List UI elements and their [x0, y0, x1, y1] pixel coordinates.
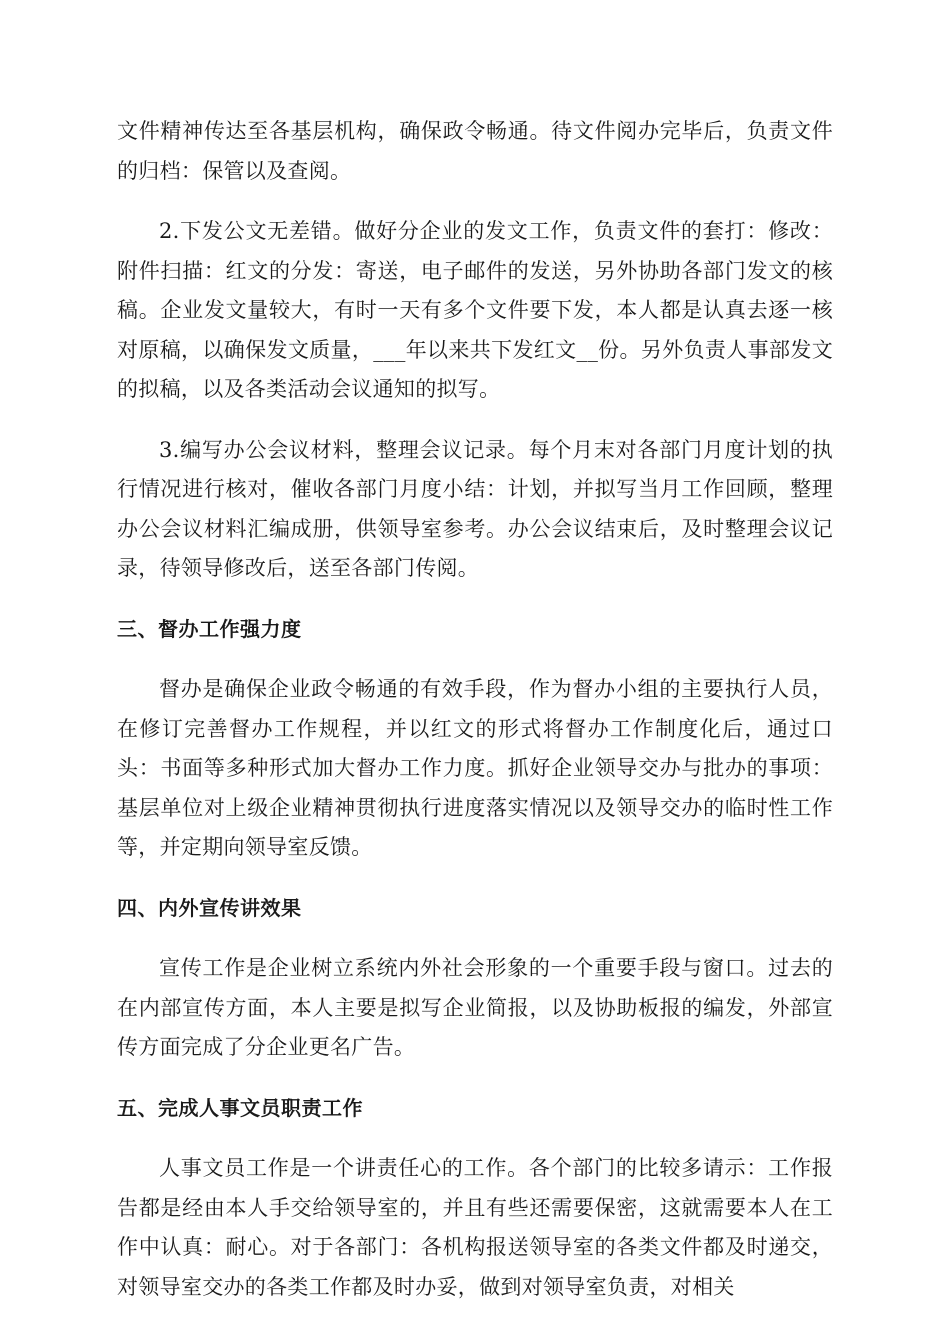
- document-body: [117, 112, 833, 1328]
- paragraph-hr-clerk: 人事文员工作是一个讲责任心的工作。各个部门的比较多请示：工作报告都是经由本人手交给领导室的，并且有些还需要保密，这就需要本人在工作中认真：耐心。对于各部门：各机构报送领导室的各类文件都及时递交，对领导室交办的各类工作都及时办妥，做到对领导室负责，对相关: [117, 1156, 833, 1299]
- section-heading-supervision: 三、督办工作强力度: [117, 616, 302, 641]
- paragraph-file-circulation: 文件精神传达至各基层机构，确保政令畅通。待文件阅办完毕后，负责文件的归档：保管以及查阅。: [117, 119, 833, 183]
- paragraph-publicity: 宣传工作是企业树立系统内外社会形象的一个重要手段与窗口。过去的在内部宣传方面，本人主要是拟写企业简报，以及协助板报的编发，外部宣传方面完成了分企业更名广告。: [117, 956, 833, 1059]
- paragraph-supervision: 督办是确保企业政令畅通的有效手段，作为督办小组的主要执行人员，在修订完善督办工作规程，并以红文的形式将督办工作制度化后，通过口头：书面等多种形式加大督办工作力度。抓好企业领导交办与批办的事项：基层单位对上级企业精神贯彻执行进度落实情况以及领导交办的临时性工作等，并定期向领导室反馈。: [117, 677, 833, 859]
- section-heading-hr-clerk: 五、完成人事文员职责工作: [117, 1095, 363, 1120]
- paragraph-document-issuance: 2.下发公文无差错。做好分企业的发文工作，负责文件的套打：修改：附件扫描：红文的分发：寄送，电子邮件的发送，另外协助各部门发文的核稿。企业发文量较大，有时一天有多个文件要下发，本人都是认真去逐一核对原稿，以确保发文质量，___年以来共下发红文__份。另外负责人事部发文的拟稿，以及各类活动会议通知的拟写。: [117, 219, 833, 401]
- section-heading-publicity: 四、内外宣传讲效果: [117, 895, 302, 920]
- paragraph-meeting-materials: 3.编写办公会议材料，整理会议记录。每个月末对各部门月度计划的执行情况进行核对，催收各部门月度小结：计划，并拟写当月工作回顾，整理办公会议材料汇编成册，供领导室参考。办公会议结束后，及时整理会议记录，待领导修改后，送至各部门传阅。: [117, 437, 833, 580]
